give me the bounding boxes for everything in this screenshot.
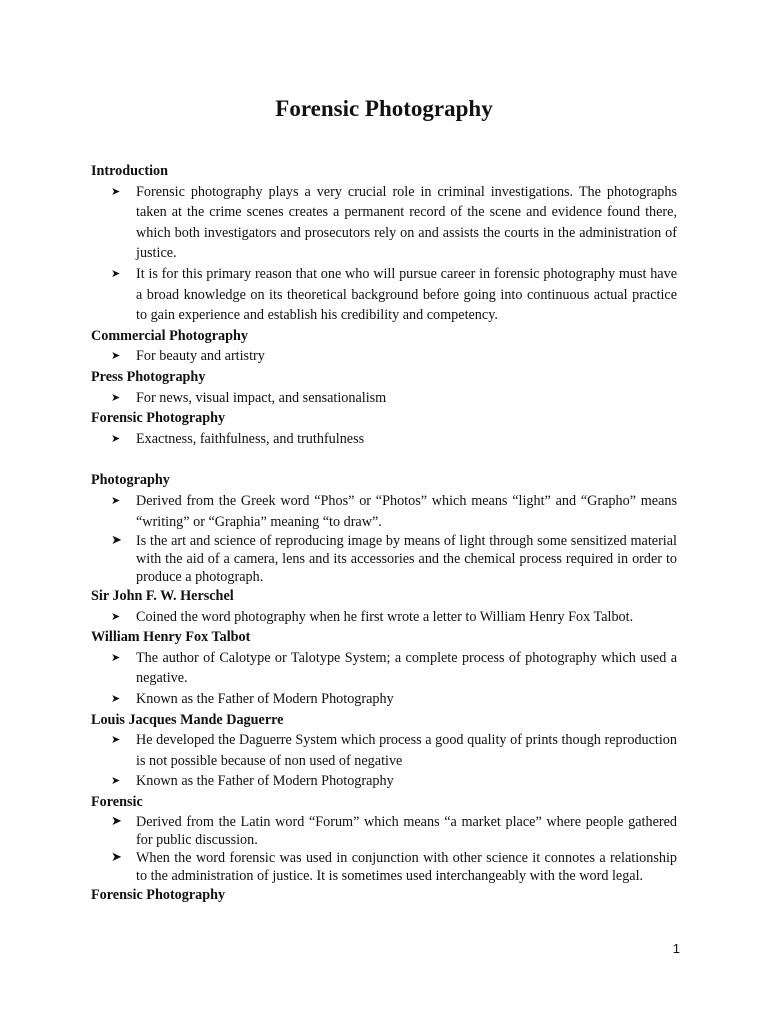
- arrowhead-bullet-icon: ➤: [111, 609, 121, 623]
- section-heading-photography: Photography: [91, 472, 170, 489]
- list-item: ➤ Known as the Father of Modern Photography: [91, 689, 677, 710]
- section-heading-forensic: Forensic: [91, 794, 143, 811]
- section-heading-press-photography: Press Photography: [91, 368, 206, 385]
- list-item: ➤ Known as the Father of Modern Photography: [91, 771, 677, 792]
- section-heading-daguerre: Louis Jacques Mande Daguerre: [91, 711, 284, 728]
- document-body: [91, 161, 677, 905]
- list-item: ➤ For news, visual impact, and sensationalism: [91, 388, 677, 409]
- arrowhead-bullet-icon: ➤: [111, 774, 121, 788]
- list-item: ➤ Forensic photography plays a very crucial role in criminal investigations. The photographs taken at the crime scenes creates a permanent record of the scene and evidence found there, which both investigators and prosecutors rely on and assists the courts in the administration of justice.: [111, 183, 677, 262]
- bullet-list: [91, 730, 677, 792]
- arrowhead-bullet-icon: ➤: [111, 692, 121, 706]
- section-heading-forensic-photography-2: Forensic Photography: [91, 886, 226, 903]
- section-heading-forensic-photography: Forensic Photography: [91, 410, 226, 427]
- list-item: ➤ Exactness, faithfulness, and truthfulness: [91, 429, 677, 450]
- list-item: ➤ The author of Calotype or Talotype System; a complete process of photography which used a negative.: [111, 649, 677, 687]
- arrowhead-bullet-icon: ➤: [111, 266, 121, 280]
- list-item: ➤ Derived from the Latin word “Forum” which means “a market place” where people gathered for public discussion.: [111, 813, 677, 848]
- arrowhead-bullet-icon: ➤: [111, 813, 122, 829]
- list-item: ➤ He developed the Daguerre System which process a good quality of prints though reproduction is not possible because of non used of negative: [111, 732, 677, 769]
- section-heading-commercial-photography: Commercial Photography: [91, 327, 248, 344]
- bullet-list: [91, 607, 677, 628]
- arrowhead-bullet-icon: ➤: [111, 431, 121, 445]
- page-number: 1: [672, 941, 680, 956]
- arrowhead-bullet-icon: ➤: [111, 390, 121, 404]
- arrowhead-bullet-icon: ➤: [111, 650, 121, 664]
- list-item: ➤ When the word forensic was used in conjunction with other science it connotes a relationship to the administration of justice. It is sometimes used interchangeably with the word legal.: [111, 849, 677, 884]
- list-item: ➤ Derived from the Greek word “Phos” or “Photos” which means “light” and “Grapho” means “writing” or “Graphia” meaning “to draw”.: [111, 492, 677, 530]
- page-title: Forensic Photography: [275, 96, 493, 121]
- section-spacer: [91, 449, 677, 470]
- arrowhead-bullet-icon: ➤: [111, 849, 122, 865]
- arrowhead-bullet-icon: ➤: [111, 349, 121, 363]
- arrowhead-bullet-icon: ➤: [111, 733, 121, 747]
- bullet-list: [91, 388, 677, 409]
- arrowhead-bullet-icon: ➤: [111, 533, 122, 549]
- list-item: ➤ It is for this primary reason that one who will pursue career in forensic photography must have a broad knowledge on its theoretical background before going into continuous actual practice to gain experience and establish his credibility and competency.: [111, 265, 677, 324]
- bullet-list: [91, 346, 677, 367]
- bullet-list: [91, 429, 677, 450]
- bullet-list: [91, 491, 677, 586]
- section-heading-introduction: Introduction: [91, 163, 168, 179]
- bullet-list: [91, 813, 677, 885]
- bullet-list: [91, 182, 677, 326]
- list-item: ➤ Coined the word photography when he first wrote a letter to William Henry Fox Talbot.: [91, 607, 677, 628]
- section-heading-herschel: Sir John F. W. Herschel: [91, 588, 234, 605]
- bullet-list: [91, 648, 677, 710]
- arrowhead-bullet-icon: ➤: [111, 493, 121, 507]
- section-heading-talbot: William Henry Fox Talbot: [91, 629, 251, 646]
- list-item: ➤ For beauty and artistry: [91, 346, 677, 367]
- list-item: ➤ Is the art and science of reproducing image by means of light through some sensitized material with the aid of a camera, lens and its accessories and the chemical process required in order to produce a photograph.: [111, 533, 677, 586]
- arrowhead-bullet-icon: ➤: [111, 184, 121, 198]
